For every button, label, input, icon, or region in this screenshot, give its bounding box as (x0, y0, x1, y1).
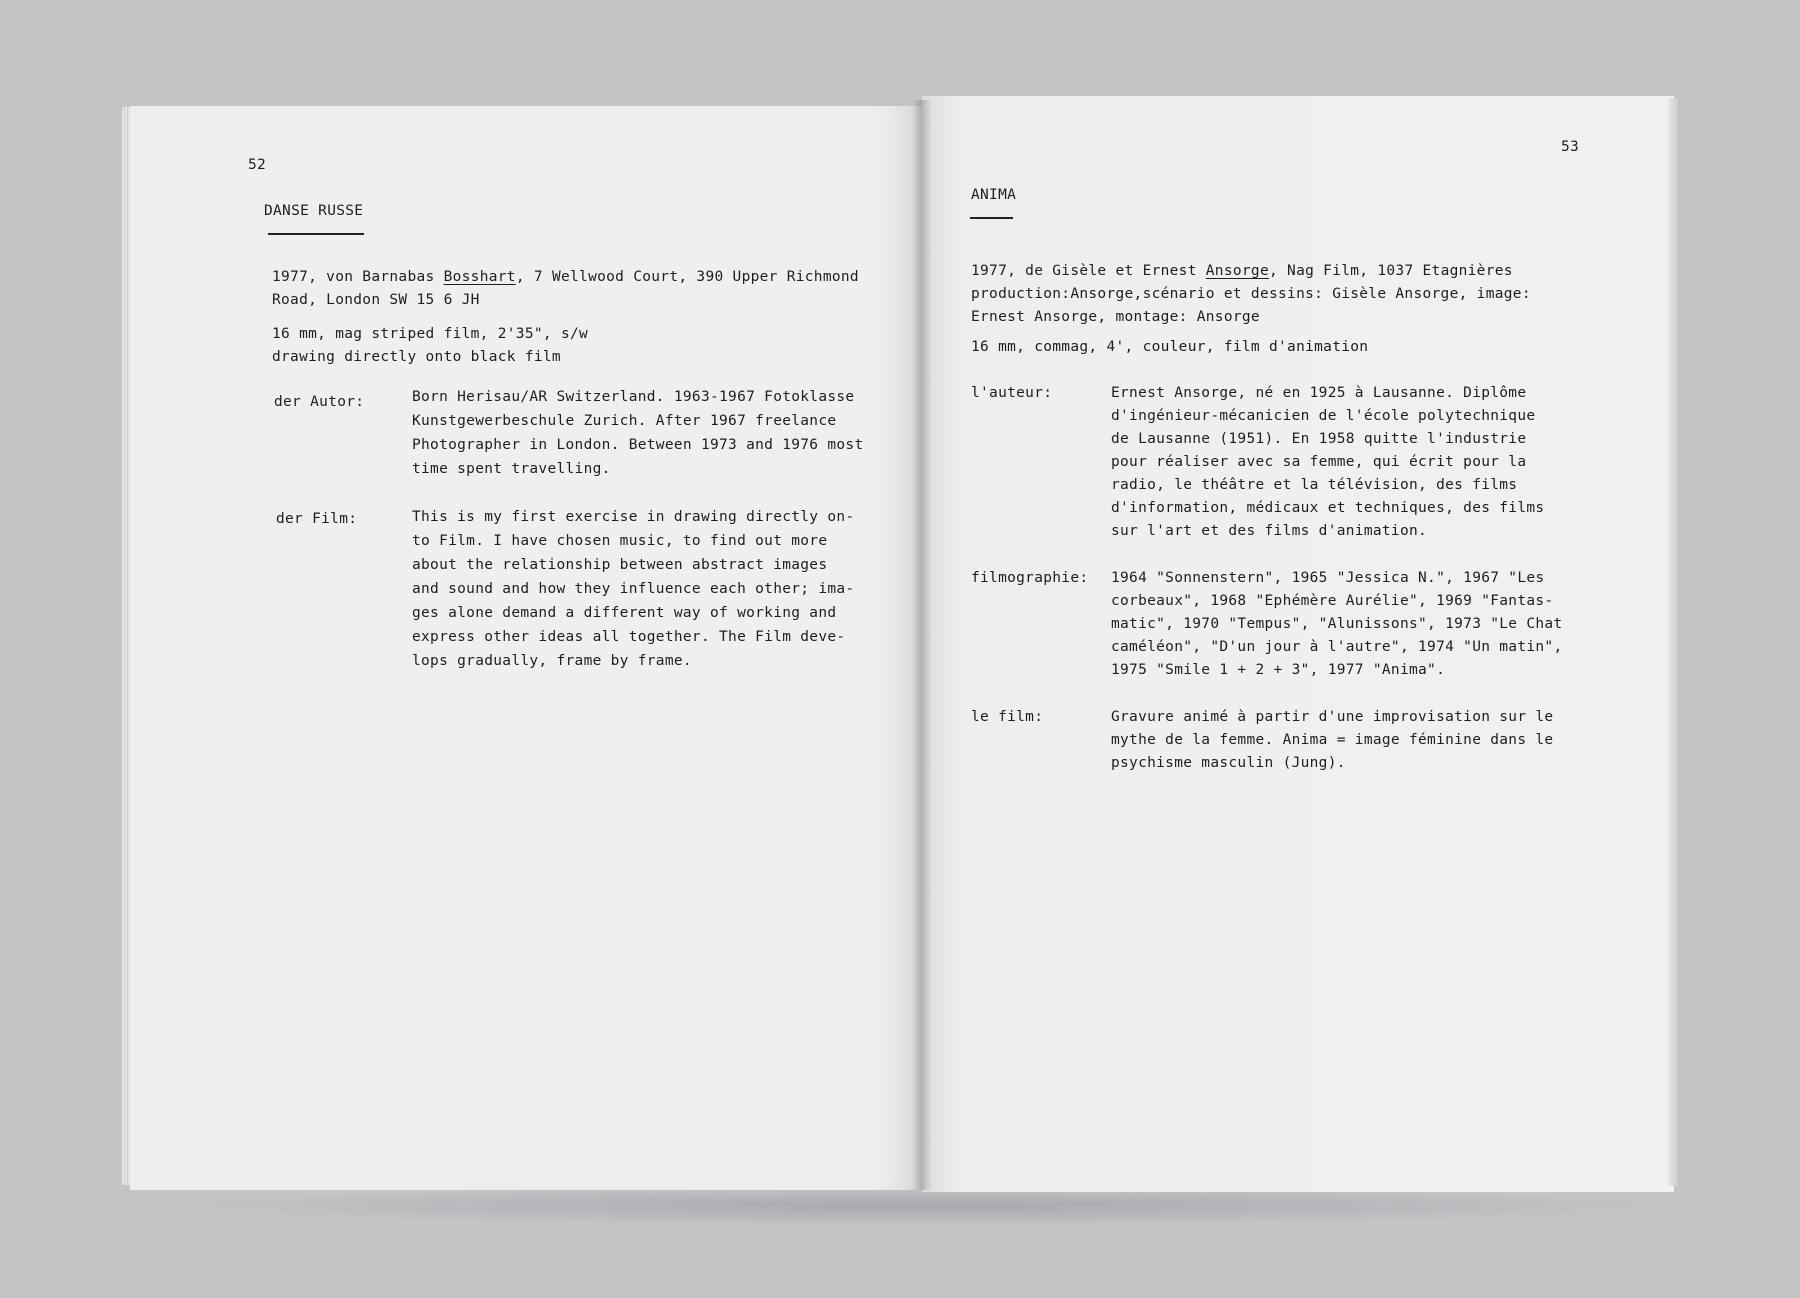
filmography-line: 1975 "Smile 1 + 2 + 3", 1977 "Anima". (1111, 662, 1446, 678)
title-underline (970, 217, 1013, 219)
author-text-line: radio, le théâtre et la télévision, des films (1111, 477, 1518, 493)
author-text-line: d'information, médicaux et techniques, des films (1111, 500, 1545, 516)
credits-line: Ernest Ansorge, montage: Ansorge (971, 309, 1260, 325)
title-underline (268, 233, 364, 235)
film-text-line: This is my first exercise in drawing directly on- (412, 509, 855, 525)
film-title: DANSE RUSSE (264, 203, 364, 219)
filmography-line: 1964 "Sonnenstern", 1965 "Jessica N.", 1967 "Les (1111, 570, 1545, 586)
film-label: le film: (971, 709, 1044, 725)
filmography-line: matic", 1970 "Tempus", "Alunissons", 1973 "Le Chat (1111, 616, 1563, 632)
right-page-edge (1668, 98, 1678, 1186)
left-page (130, 106, 924, 1190)
film-text-line: about the relationship between abstract images (412, 557, 828, 573)
credits-line: production:Ansorge,scénario et dessins: Gisèle Ansorge, image: (971, 286, 1531, 302)
page-number: 53 (1561, 139, 1580, 155)
credits-line: 1977, von Barnabas Bosshart, 7 Wellwood Court, 390 Upper Richmond (272, 269, 859, 285)
author-label: l'auteur: (971, 385, 1053, 401)
author-label: der Autor: (274, 394, 365, 410)
filmography-line: corbeaux", 1968 "Ephémère Aurélie", 1969 "Fantas- (1111, 593, 1554, 609)
director-name: Ansorge (1205, 263, 1269, 279)
film-text-line: and sound and how they influence each other; ima- (412, 581, 855, 597)
author-text-line: de Lausanne (1951). En 1958 quitte l'industrie (1111, 431, 1527, 447)
film-text-line: ges alone demand a different way of working and (412, 605, 837, 621)
author-text-line: sur l'art et des films d'animation. (1111, 523, 1428, 539)
author-text-line: Born Herisau/AR Switzerland. 1963-1967 Fotoklasse (412, 389, 855, 405)
film-label: der Film: (276, 511, 358, 527)
author-text-line: pour réaliser avec sa femme, qui écrit pour la (1111, 454, 1527, 470)
right-page (922, 96, 1674, 1192)
film-text-line: express other ideas all together. The Film deve- (412, 629, 846, 645)
film-text-line: psychisme masculin (Jung). (1111, 755, 1346, 771)
credits-line: Road, London SW 15 6 JH (272, 292, 480, 308)
author-text-line: time spent travelling. (412, 461, 611, 477)
film-title: ANIMA (971, 187, 1017, 203)
author-text-line: Ernest Ansorge, né en 1925 à Lausanne. Diplôme (1111, 385, 1527, 401)
tech-line: drawing directly onto black film (272, 349, 561, 365)
book-shadow (160, 1186, 1690, 1226)
book-gutter (912, 100, 932, 1190)
filmography-line: caméléon", "D'un jour à l'autre", 1974 "Un matin", (1111, 639, 1563, 655)
film-text-line: to Film. I have chosen music, to find out more (412, 533, 828, 549)
film-text-line: mythe de la femme. Anima = image féminine dans le (1111, 732, 1554, 748)
film-text-line: lops gradually, frame by frame. (412, 653, 692, 669)
page-number: 52 (248, 157, 267, 173)
credits-line: 1977, de Gisèle et Ernest Ansorge, Nag Film, 1037 Etagnières (971, 263, 1513, 279)
filmography-label: filmographie: (971, 570, 1089, 586)
author-text-line: Photographer in London. Between 1973 and 1976 most (412, 437, 864, 453)
tech-line: 16 mm, mag striped film, 2'35", s/w (272, 326, 589, 342)
author-text-line: Kunstgewerbeschule Zurich. After 1967 freelance (412, 413, 837, 429)
author-text-line: d'ingénieur-mécanicien de l'école polytechnique (1111, 408, 1536, 424)
film-text-line: Gravure animé à partir d'une improvisation sur le (1111, 709, 1554, 725)
tech-line: 16 mm, commag, 4', couleur, film d'animation (971, 339, 1369, 355)
director-name: Bosshart (443, 269, 516, 285)
